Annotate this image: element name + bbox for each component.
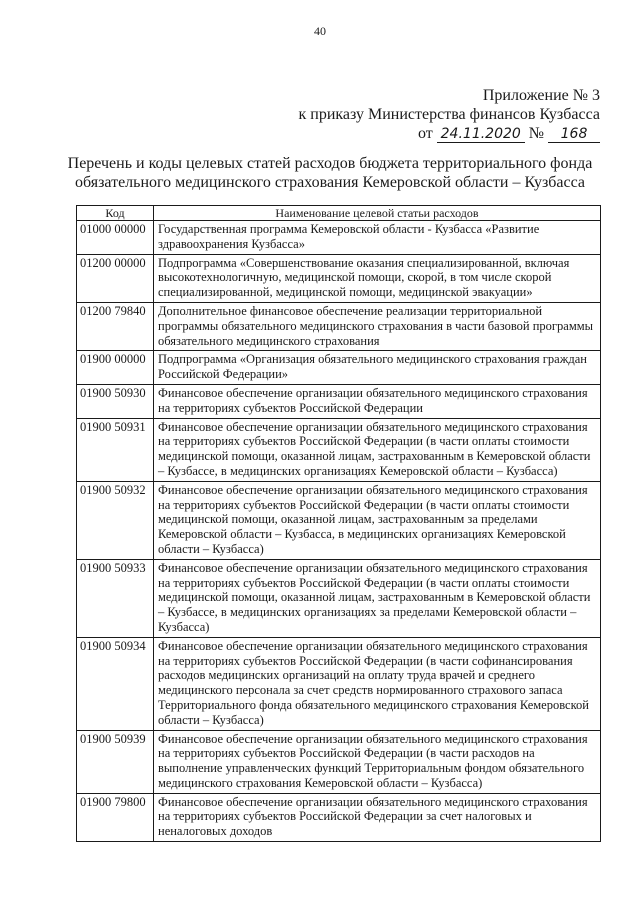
date-prefix: от xyxy=(417,125,433,142)
row-code: 01200 00000 xyxy=(77,254,154,302)
row-code: 01200 79840 xyxy=(77,302,154,350)
table-body xyxy=(77,221,601,842)
table-row xyxy=(77,559,601,637)
row-name: Финансовое обеспечение организации обязательного медицинского страхования на территориях субъектов Российской Федерации (в части оплаты стоимости медицинской помощи, оказанной лицам, застрахованным в Кемеровской области – Кузбассе, в медицинских организациях Кемеровской области – Кузбасса) xyxy=(154,418,601,481)
appendix-order-line: к приказу Министерства финансов Кузбасса xyxy=(298,106,600,123)
row-name: Дополнительное финансовое обеспечение реализации территориальной программы обязательного медицинского страхования в части базовой программы обязательного медицинского страхования xyxy=(154,302,601,350)
row-name: Финансовое обеспечение организации обязательного медицинского страхования на территориях субъектов Российской Федерации (в части софинансирования расходов медицинских организаций на оплату труда врачей и среднего медицинского персонала за счет средств нормированного страхового запаса Территориального фонда обязательного медицинского страхования Кемеровской области – Кузбасса) xyxy=(154,637,601,730)
appendix-header xyxy=(298,86,600,143)
row-name: Финансовое обеспечение организации обязательного медицинского страхования на территориях субъектов Российской Федерации (в части расходов на выполнение управленческих функций Территориальным фондом обязательного медицинского страхования Кемеровской области – Кузбасса) xyxy=(154,730,601,793)
row-code: 01900 79800 xyxy=(77,793,154,841)
row-code: 01900 50933 xyxy=(77,559,154,637)
table-row xyxy=(77,730,601,793)
table-row xyxy=(77,351,601,385)
page-number: 40 xyxy=(314,24,326,38)
column-header-code: Код xyxy=(77,206,154,221)
document-title: Перечень и коды целевых статей расходов бюджета территориального фонда обязательного медицинского страхования Кемеровской области – Кузбасса xyxy=(67,155,593,191)
row-code: 01000 00000 xyxy=(77,221,154,255)
row-name: Подпрограмма «Совершенствование оказания специализированной, включая высокотехнологичную, медицинской помощи, скорой, в том числе скорой специализированной, медицинской помощи, медицинской эвакуации» xyxy=(154,254,601,302)
row-code: 01900 50934 xyxy=(77,637,154,730)
table-row xyxy=(77,302,601,350)
codes-table xyxy=(76,205,601,842)
appendix-date-line xyxy=(298,124,600,143)
table-row xyxy=(77,384,601,418)
row-name: Финансовое обеспечение организации обязательного медицинского страхования на территориях субъектов Российской Федерации за счет налоговых и неналоговых доходов xyxy=(154,793,601,841)
table-row xyxy=(77,418,601,481)
row-code: 01900 50930 xyxy=(77,384,154,418)
row-code: 01900 50939 xyxy=(77,730,154,793)
table-header-row xyxy=(77,206,601,221)
table-row xyxy=(77,254,601,302)
row-code: 01900 00000 xyxy=(77,351,154,385)
row-name: Государственная программа Кемеровской области - Кузбасса «Развитие здравоохранения Кузбасса» xyxy=(154,221,601,255)
row-name: Финансовое обеспечение организации обязательного медицинского страхования на территориях субъектов Российской Федерации xyxy=(154,384,601,418)
appendix-title: Приложение № 3 xyxy=(482,87,600,104)
row-code: 01900 50931 xyxy=(77,418,154,481)
handwritten-date: 24.11.2020 xyxy=(437,126,525,143)
row-code: 01900 50932 xyxy=(77,481,154,559)
row-name: Финансовое обеспечение организации обязательного медицинского страхования на территориях субъектов Российской Федерации (в части оплаты стоимости медицинской помощи, оказанной лицам, застрахованным за пределами Кемеровской области – Кузбасса, в медицинских организациях Кемеровской области – Кузбасса) xyxy=(154,481,601,559)
table-row xyxy=(77,221,601,255)
table-row xyxy=(77,637,601,730)
table-row xyxy=(77,481,601,559)
row-name: Финансовое обеспечение организации обязательного медицинского страхования на территориях субъектов Российской Федерации (в части оплаты стоимости медицинской помощи, оказанной лицам, застрахованным в Кемеровской области – Кузбассе, в медицинских организациях за пределами Кемеровской области – Кузбасса) xyxy=(154,559,601,637)
handwritten-number: 168 xyxy=(548,126,600,143)
table-row xyxy=(77,793,601,841)
column-header-name: Наименование целевой статьи расходов xyxy=(154,206,601,221)
number-prefix: № xyxy=(528,125,544,142)
row-name: Подпрограмма «Организация обязательного медицинского страхования граждан Российской Федерации» xyxy=(154,351,601,385)
